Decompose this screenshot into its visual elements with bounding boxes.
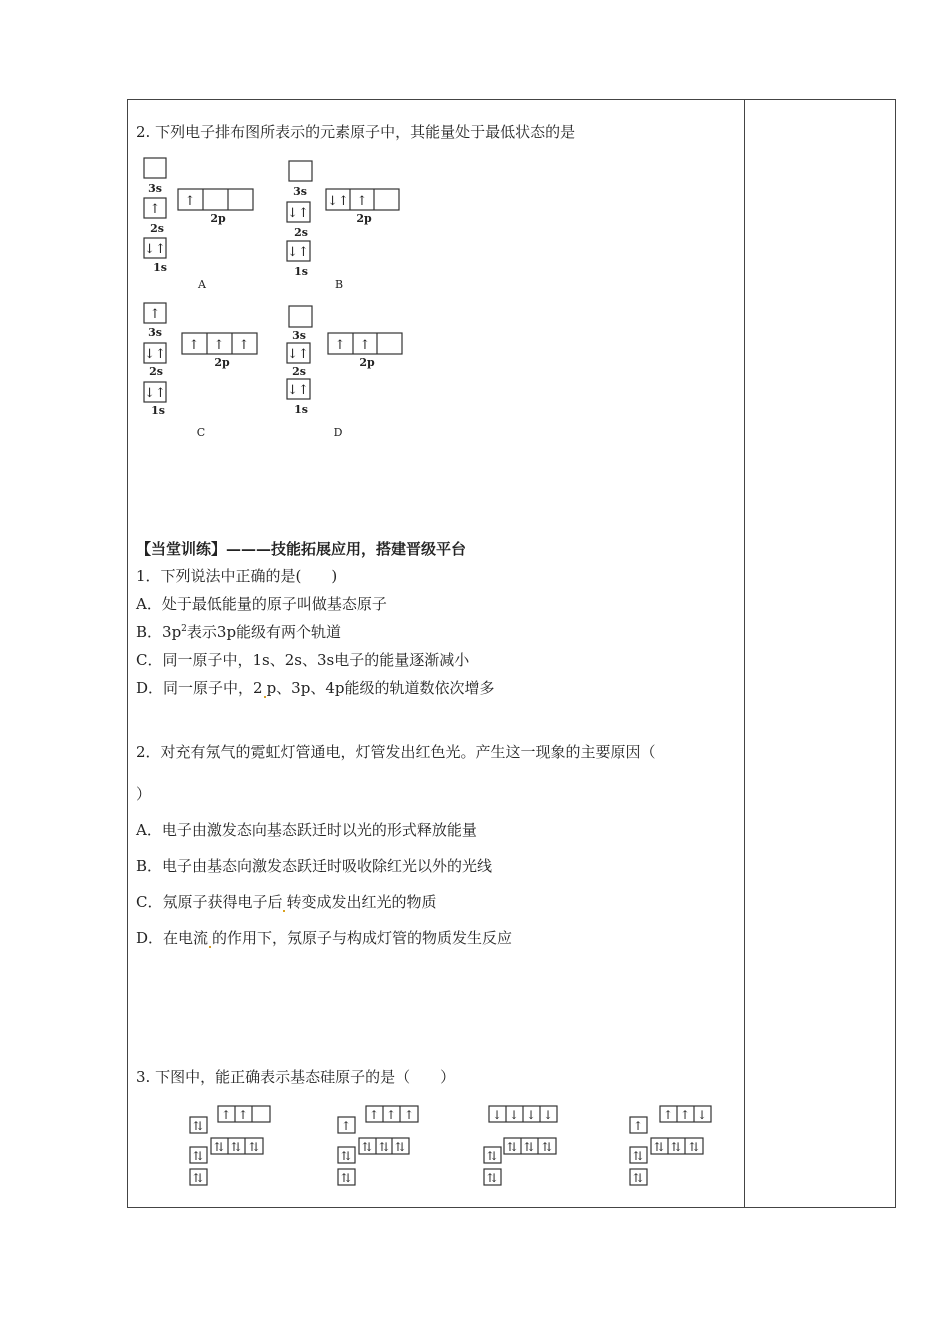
arrow-pair: ↓↑ <box>287 206 309 221</box>
arrow-pair: ↓↑ <box>144 386 166 401</box>
svg-text:⇅: ⇅ <box>213 1140 225 1154</box>
svg-text:3s: 3s <box>148 182 162 195</box>
svg-text:⇅: ⇅ <box>670 1140 682 1154</box>
option-label-b: B <box>334 278 344 291</box>
q2-stem: 2．对充有氖气的霓虹灯管通电，灯管发出红色光。产生这一现象的主要原因（ <box>136 743 656 761</box>
arrow-pair: ↓↑ <box>144 242 166 257</box>
q2-option-c: C．氖原子获得电子后 转变成发出红光的物质 <box>136 893 437 911</box>
svg-text:2s: 2s <box>292 365 306 378</box>
svg-text:↑: ↑ <box>340 1119 352 1133</box>
svg-text:2p: 2p <box>210 212 226 225</box>
svg-text:1s: 1s <box>294 265 308 278</box>
arrow-up: ↑ <box>149 307 161 322</box>
svg-text:⇅: ⇅ <box>340 1171 352 1185</box>
svg-text:3s: 3s <box>292 329 306 342</box>
svg-text:⇅: ⇅ <box>506 1140 518 1154</box>
svg-text:↓: ↓ <box>696 1108 708 1122</box>
arrow-up: ↑ <box>356 194 368 209</box>
svg-text:⇅: ⇅ <box>523 1140 535 1154</box>
svg-text:↑: ↑ <box>632 1119 644 1133</box>
svg-text:3s: 3s <box>148 326 162 339</box>
svg-text:⇅: ⇅ <box>192 1171 204 1185</box>
svg-text:2s: 2s <box>149 365 163 378</box>
q1-option-d: D．同一原子中，2 p、3p、4p能级的轨道数依次增多 <box>136 679 495 697</box>
arrow-pair: ↓↑ <box>144 347 166 362</box>
svg-text:⇅: ⇅ <box>486 1171 498 1185</box>
q2-option-b: B．电子由基态向激发态跃迁时吸收除红光以外的光线 <box>136 857 493 875</box>
svg-text:↓: ↓ <box>508 1108 520 1122</box>
arrow-up: ↑ <box>184 194 196 209</box>
svg-text:1s: 1s <box>294 403 308 416</box>
svg-text:⇅: ⇅ <box>248 1140 260 1154</box>
svg-text:2p: 2p <box>214 356 230 369</box>
svg-text:↓: ↓ <box>491 1108 503 1122</box>
arrow-up: ↑ <box>188 338 200 353</box>
svg-text:1s: 1s <box>151 404 165 417</box>
svg-text:⇅: ⇅ <box>378 1140 390 1154</box>
svg-text:⇅: ⇅ <box>192 1119 204 1133</box>
arrow-pair: ↓↑ <box>287 347 309 362</box>
q1-stem: 1．下列说法中正确的是( ) <box>136 567 338 585</box>
svg-text:⇅: ⇅ <box>632 1149 644 1163</box>
svg-text:2s: 2s <box>294 226 308 239</box>
arrow-pair: ↓↑ <box>327 194 349 209</box>
q2-stem-cont: ） <box>136 785 152 803</box>
q2-option-a: A．电子由激发态向基态跃迁时以光的形式释放能量 <box>136 821 477 839</box>
svg-text:↑: ↑ <box>368 1108 380 1122</box>
svg-text:⇅: ⇅ <box>340 1149 352 1163</box>
option-label-a: A <box>198 278 206 291</box>
svg-text:⇅: ⇅ <box>394 1140 406 1154</box>
svg-text:↑: ↑ <box>237 1108 249 1122</box>
section-heading: 【当堂训练】———技能拓展应用，搭建晋级平台 <box>136 540 467 558</box>
column-divider <box>744 99 745 1208</box>
arrow-up: ↑ <box>149 202 161 217</box>
arrow-up: ↑ <box>238 338 250 353</box>
arrow-up: ↑ <box>359 338 371 353</box>
svg-text:⇅: ⇅ <box>632 1171 644 1185</box>
svg-text:⇅: ⇅ <box>541 1140 553 1154</box>
svg-text:2p: 2p <box>356 212 372 225</box>
option-label-c: C <box>196 426 206 439</box>
q1-option-b: B．$3p^2$表示3p能级有两个轨道 <box>136 623 342 641</box>
svg-text:⇅: ⇅ <box>486 1149 498 1163</box>
q1-option-c: C．同一原子中，1s、2s、3s电子的能量逐渐减小 <box>136 651 470 669</box>
svg-text:↑: ↑ <box>220 1108 232 1122</box>
svg-text:1s: 1s <box>153 261 167 274</box>
svg-text:⇅: ⇅ <box>361 1140 373 1154</box>
svg-text:↑: ↑ <box>385 1108 397 1122</box>
svg-text:⇅: ⇅ <box>192 1149 204 1163</box>
q1-option-a: A．处于最低能量的原子叫做基态原子 <box>136 595 387 613</box>
option-label-d: D <box>333 426 343 439</box>
svg-text:↓: ↓ <box>542 1108 554 1122</box>
q3-stem: 3. 下图中，能正确表示基态硅原子的是（ ） <box>136 1068 456 1086</box>
svg-text:⇅: ⇅ <box>653 1140 665 1154</box>
svg-text:↑: ↑ <box>662 1108 674 1122</box>
svg-text:↑: ↑ <box>679 1108 691 1122</box>
q2-top-stem: 2. 下列电子排布图所表示的元素原子中，其能量处于最低状态的是 <box>136 123 576 141</box>
arrow-up: ↑ <box>334 338 346 353</box>
svg-text:2p: 2p <box>359 356 375 369</box>
arrow-pair: ↓↑ <box>287 245 309 260</box>
arrow-pair: ↓↑ <box>287 383 309 398</box>
svg-text:⇅: ⇅ <box>230 1140 242 1154</box>
q2-option-d: D．在电流 的作用下，氖原子与构成灯管的物质发生反应 <box>136 929 513 947</box>
svg-text:↑: ↑ <box>403 1108 415 1122</box>
arrow-up: ↑ <box>213 338 225 353</box>
svg-text:⇅: ⇅ <box>688 1140 700 1154</box>
svg-text:↓: ↓ <box>525 1108 537 1122</box>
svg-text:3s: 3s <box>293 185 307 198</box>
svg-text:2s: 2s <box>150 222 164 235</box>
